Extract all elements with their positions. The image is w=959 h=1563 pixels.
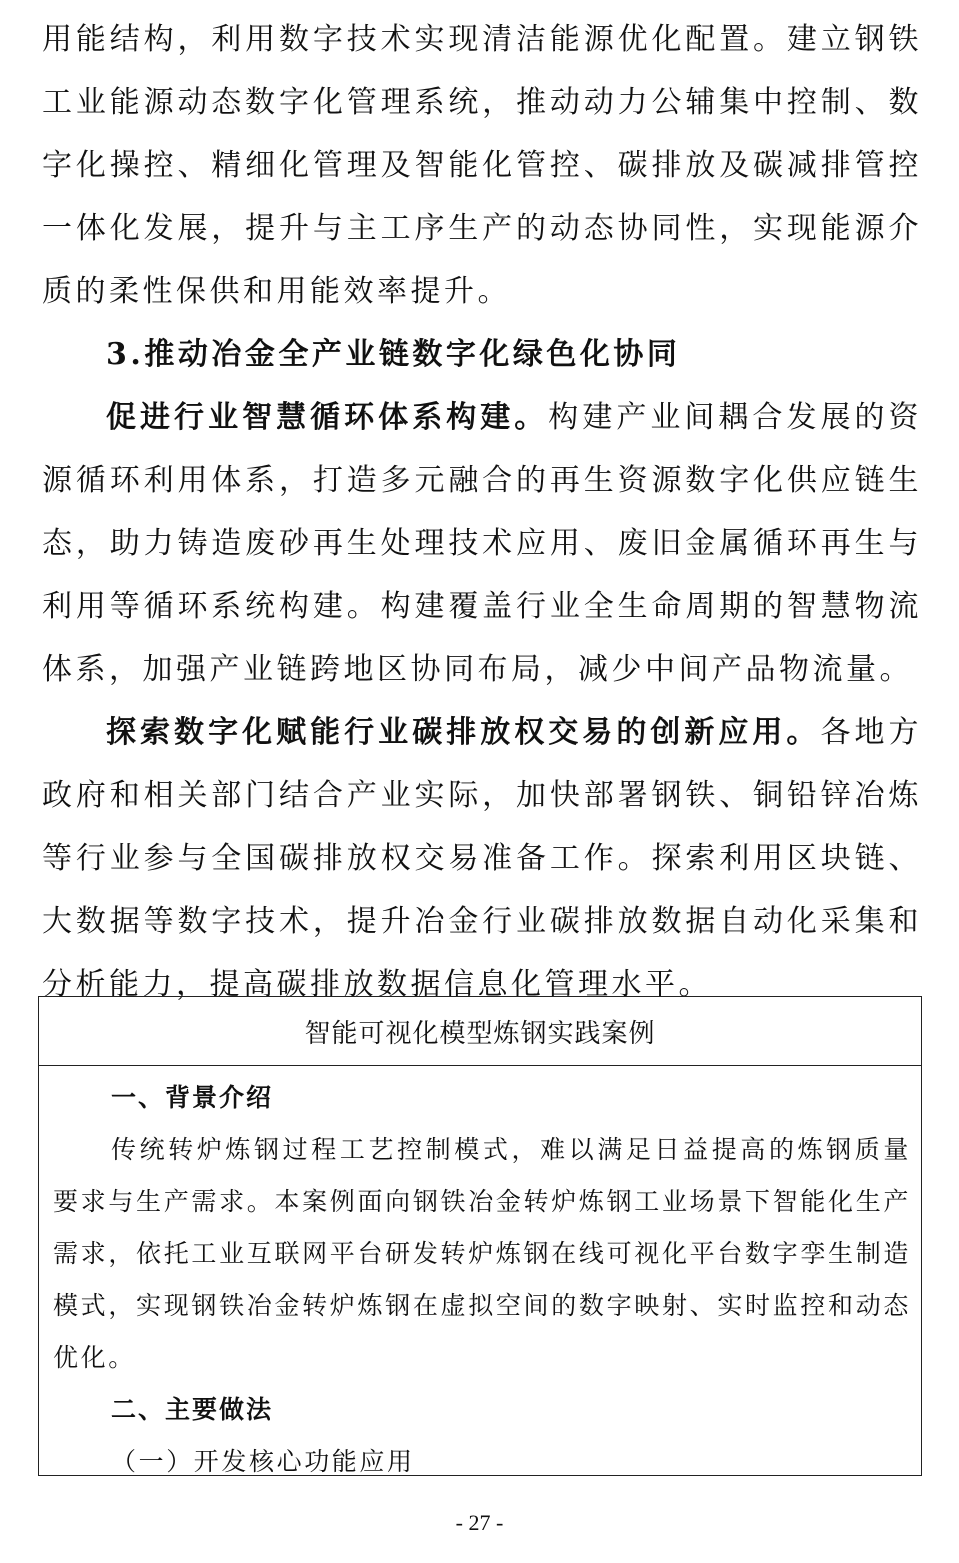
case-section1-heading: 一、背景介绍: [111, 1083, 274, 1112]
paragraph-body-carbon: 各地方政府和相关部门结合产业实际，加快部署钢铁、铜铅锌冶炼等行业参与全国碳排放权交易准备工作。探索利用区块链、大数据等数字技术，提升冶金行业碳排放数据自动化采集和分析能力，提高碳排放数据信息化管理水平。: [42, 715, 923, 1002]
case-study-box: [38, 996, 922, 1476]
case-study-title: 智能可视化模型炼钢实践案例: [39, 997, 921, 1066]
paragraph-energy-structure: 用能结构，利用数字技术实现清洁能源优化配置。建立钢铁工业能源动态数字化管理系统，推动动力公辅集中控制、数字化操控、精细化管理及智能化管控、碳排放及碳减排管控一体化发展，提升与主工序生产的动态协同性，实现能源介质的柔性保供和用能效率提升。: [42, 22, 922, 309]
case-section1-text: 传统转炉炼钢过程工艺控制模式，难以满足日益提高的炼钢质量要求与生产需求。本案例面向钢铁冶金转炉炼钢工业场景下智能化生产需求，依托工业互联网平台研发转炉炼钢在线可视化平台数字孪生制造模式，实现钢铁冶金转炉炼钢在虚拟空间的数字映射、实时监控和动态优化。: [53, 1135, 911, 1372]
body-text: [42, 8, 922, 1016]
paragraph-carbon-trading: [42, 701, 922, 1016]
case-study-content: [39, 1066, 921, 1488]
page-number: - 27 -: [455, 1510, 504, 1535]
section-heading: 3.推动冶金全产业链数字化绿色化协同: [106, 337, 681, 372]
paragraph-circular-system: [42, 386, 922, 701]
paragraph-lead-circular: 促进行业智慧循环体系构建。: [106, 400, 549, 435]
paragraph-body-circular: 构建产业间耦合发展的资源循环利用体系，打造多元融合的再生资源数字化供应链生态，助力铸造废砂再生处理技术应用、废旧金属循环再生与利用等循环系统构建。构建覆盖行业全生命周期的智慧物流体系，加强产业链跨地区协同布局，减少中间产品物流量。: [42, 400, 923, 687]
case-section2-heading: 二、主要做法: [111, 1395, 274, 1424]
case-section2-subheading: （一）开发核心功能应用: [111, 1447, 415, 1476]
paragraph-lead-carbon: 探索数字化赋能行业碳排放权交易的创新应用。: [106, 715, 821, 750]
